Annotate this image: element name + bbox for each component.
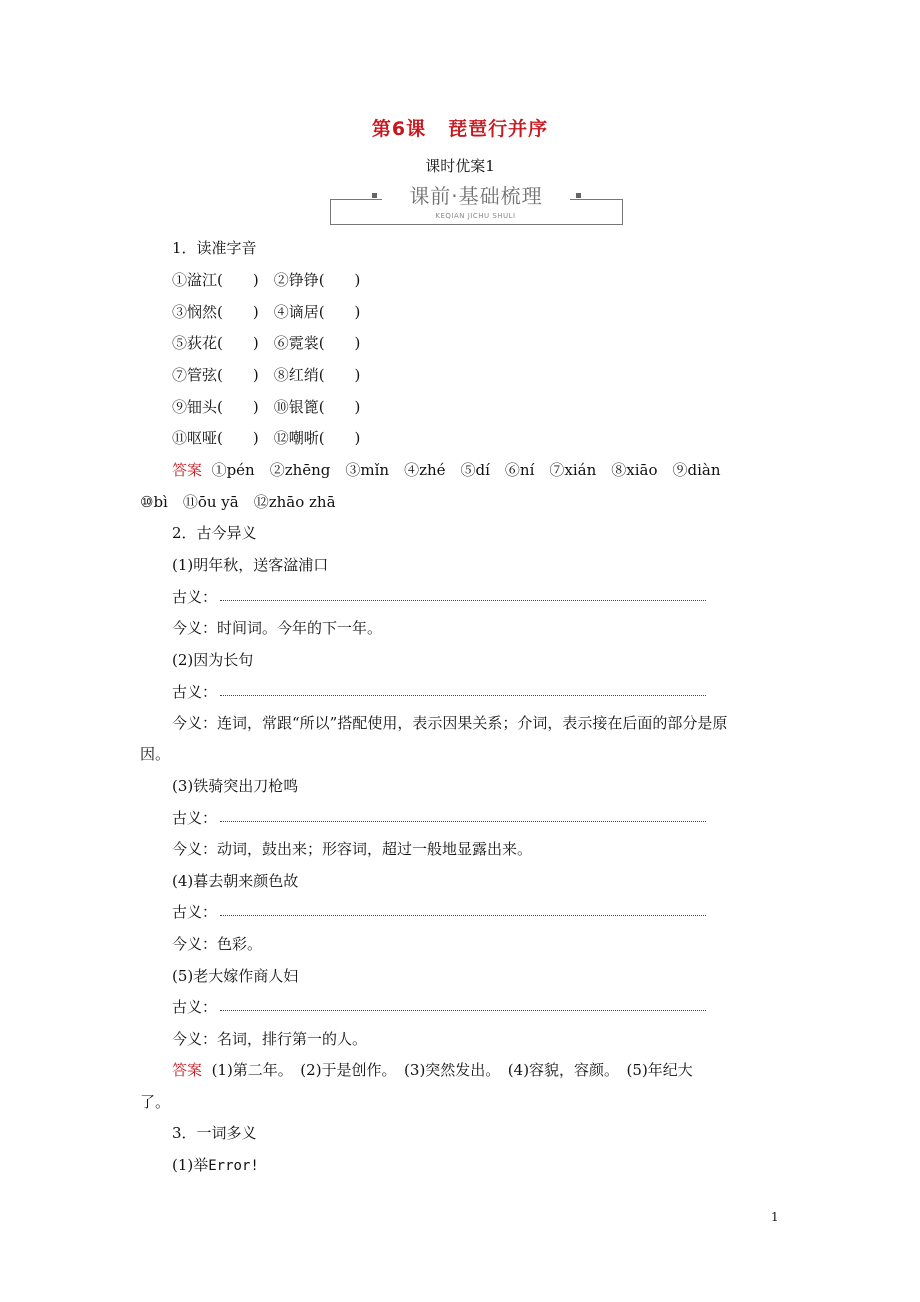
answer-1-line-2: ⑩bì ⑪ōu yā ⑫zhāo zhā — [140, 493, 336, 511]
section-1-heading: 1．读准字音 — [172, 239, 257, 257]
pronunciation-row: ⑨钿头( ) ⑩银篦( ) — [172, 398, 361, 416]
answer-2-line-2: 了。 — [140, 1093, 171, 1111]
phrase-1: (1)明年秋，送客湓浦口 — [172, 556, 329, 574]
guyi-label: 古义： — [172, 903, 218, 921]
section-3-heading: 3．一词多义 — [172, 1124, 257, 1142]
answer-blank-line — [220, 821, 706, 822]
polysemy-word: (1)举 — [172, 1156, 209, 1174]
jinyi-2-cont: 因。 — [140, 745, 171, 763]
pronunciation-row: ①湓江( ) ②铮铮( ) — [172, 271, 361, 289]
phrase-4: (4)暮去朝来颜色故 — [172, 872, 299, 890]
banner-title: 课前·基础梳理 — [382, 182, 570, 210]
answer-label: 答案 — [172, 461, 203, 479]
jinyi-2: 今义：连词，常跟“所以”搭配使用，表示因果关系；介词，表示接在后面的部分是原 — [172, 714, 728, 732]
guyi-label: 古义： — [172, 683, 218, 701]
lesson-name: 琵琶行并序 — [448, 118, 549, 140]
jinyi-3: 今义：动词，鼓出来；形容词，超过一般地显露出来。 — [172, 840, 533, 858]
answer-2-line-1 — [172, 1060, 693, 1080]
answer-text: ①pén ②zhēng ③mǐn ④zhé ⑤dí ⑥ní ⑦xián ⑧xiāo ⑨diàn — [211, 461, 721, 479]
jinyi-5: 今义：名词，排行第一的人。 — [172, 1030, 368, 1048]
section-2-heading: 2．古今异义 — [172, 524, 257, 542]
pronunciation-row: ⑦管弦( ) ⑧红绡( ) — [172, 366, 361, 384]
banner-right-square-icon — [576, 193, 581, 198]
answer-text: (1)第二年。 (2)于是创作。 (3)突然发出。 (4)容貌，容颜。 (5)年纪大 — [211, 1061, 693, 1079]
page-number: 1 — [771, 1210, 779, 1224]
answer-label: 答案 — [172, 1061, 203, 1079]
banner-pinyin: KEQIAN JICHU SHULI — [435, 212, 516, 220]
answer-blank-line — [220, 915, 706, 916]
answer-blank-line — [220, 1010, 706, 1011]
lesson-title — [0, 114, 920, 141]
answer-blank-line — [220, 600, 706, 601]
pronunciation-row: ③悯然( ) ④谪居( ) — [172, 303, 361, 321]
answer-1-line-1 — [172, 460, 720, 480]
section-banner — [330, 182, 623, 224]
guyi-label: 古义： — [172, 998, 218, 1016]
phrase-2: (2)因为长句 — [172, 651, 254, 669]
jinyi-4: 今义：色彩。 — [172, 935, 263, 953]
field-error: Error! — [208, 1158, 259, 1174]
pronunciation-row: ⑪呕哑( ) ⑫嘲哳( ) — [172, 429, 361, 447]
pronunciation-row: ⑤荻花( ) ⑥霓裳( ) — [172, 334, 361, 352]
guyi-label: 古义： — [172, 809, 218, 827]
lesson-number: 第6课 — [371, 118, 427, 140]
page-subtitle: 课时优案1 — [425, 157, 495, 175]
phrase-3: (3)铁骑突出刀枪鸣 — [172, 777, 299, 795]
polysemy-item-1 — [172, 1155, 259, 1176]
jinyi-1: 今义：时间词。今年的下一年。 — [172, 619, 383, 637]
answer-blank-line — [220, 695, 706, 696]
phrase-5: (5)老大嫁作商人妇 — [172, 967, 299, 985]
banner-left-square-icon — [372, 193, 377, 198]
guyi-label: 古义： — [172, 588, 218, 606]
